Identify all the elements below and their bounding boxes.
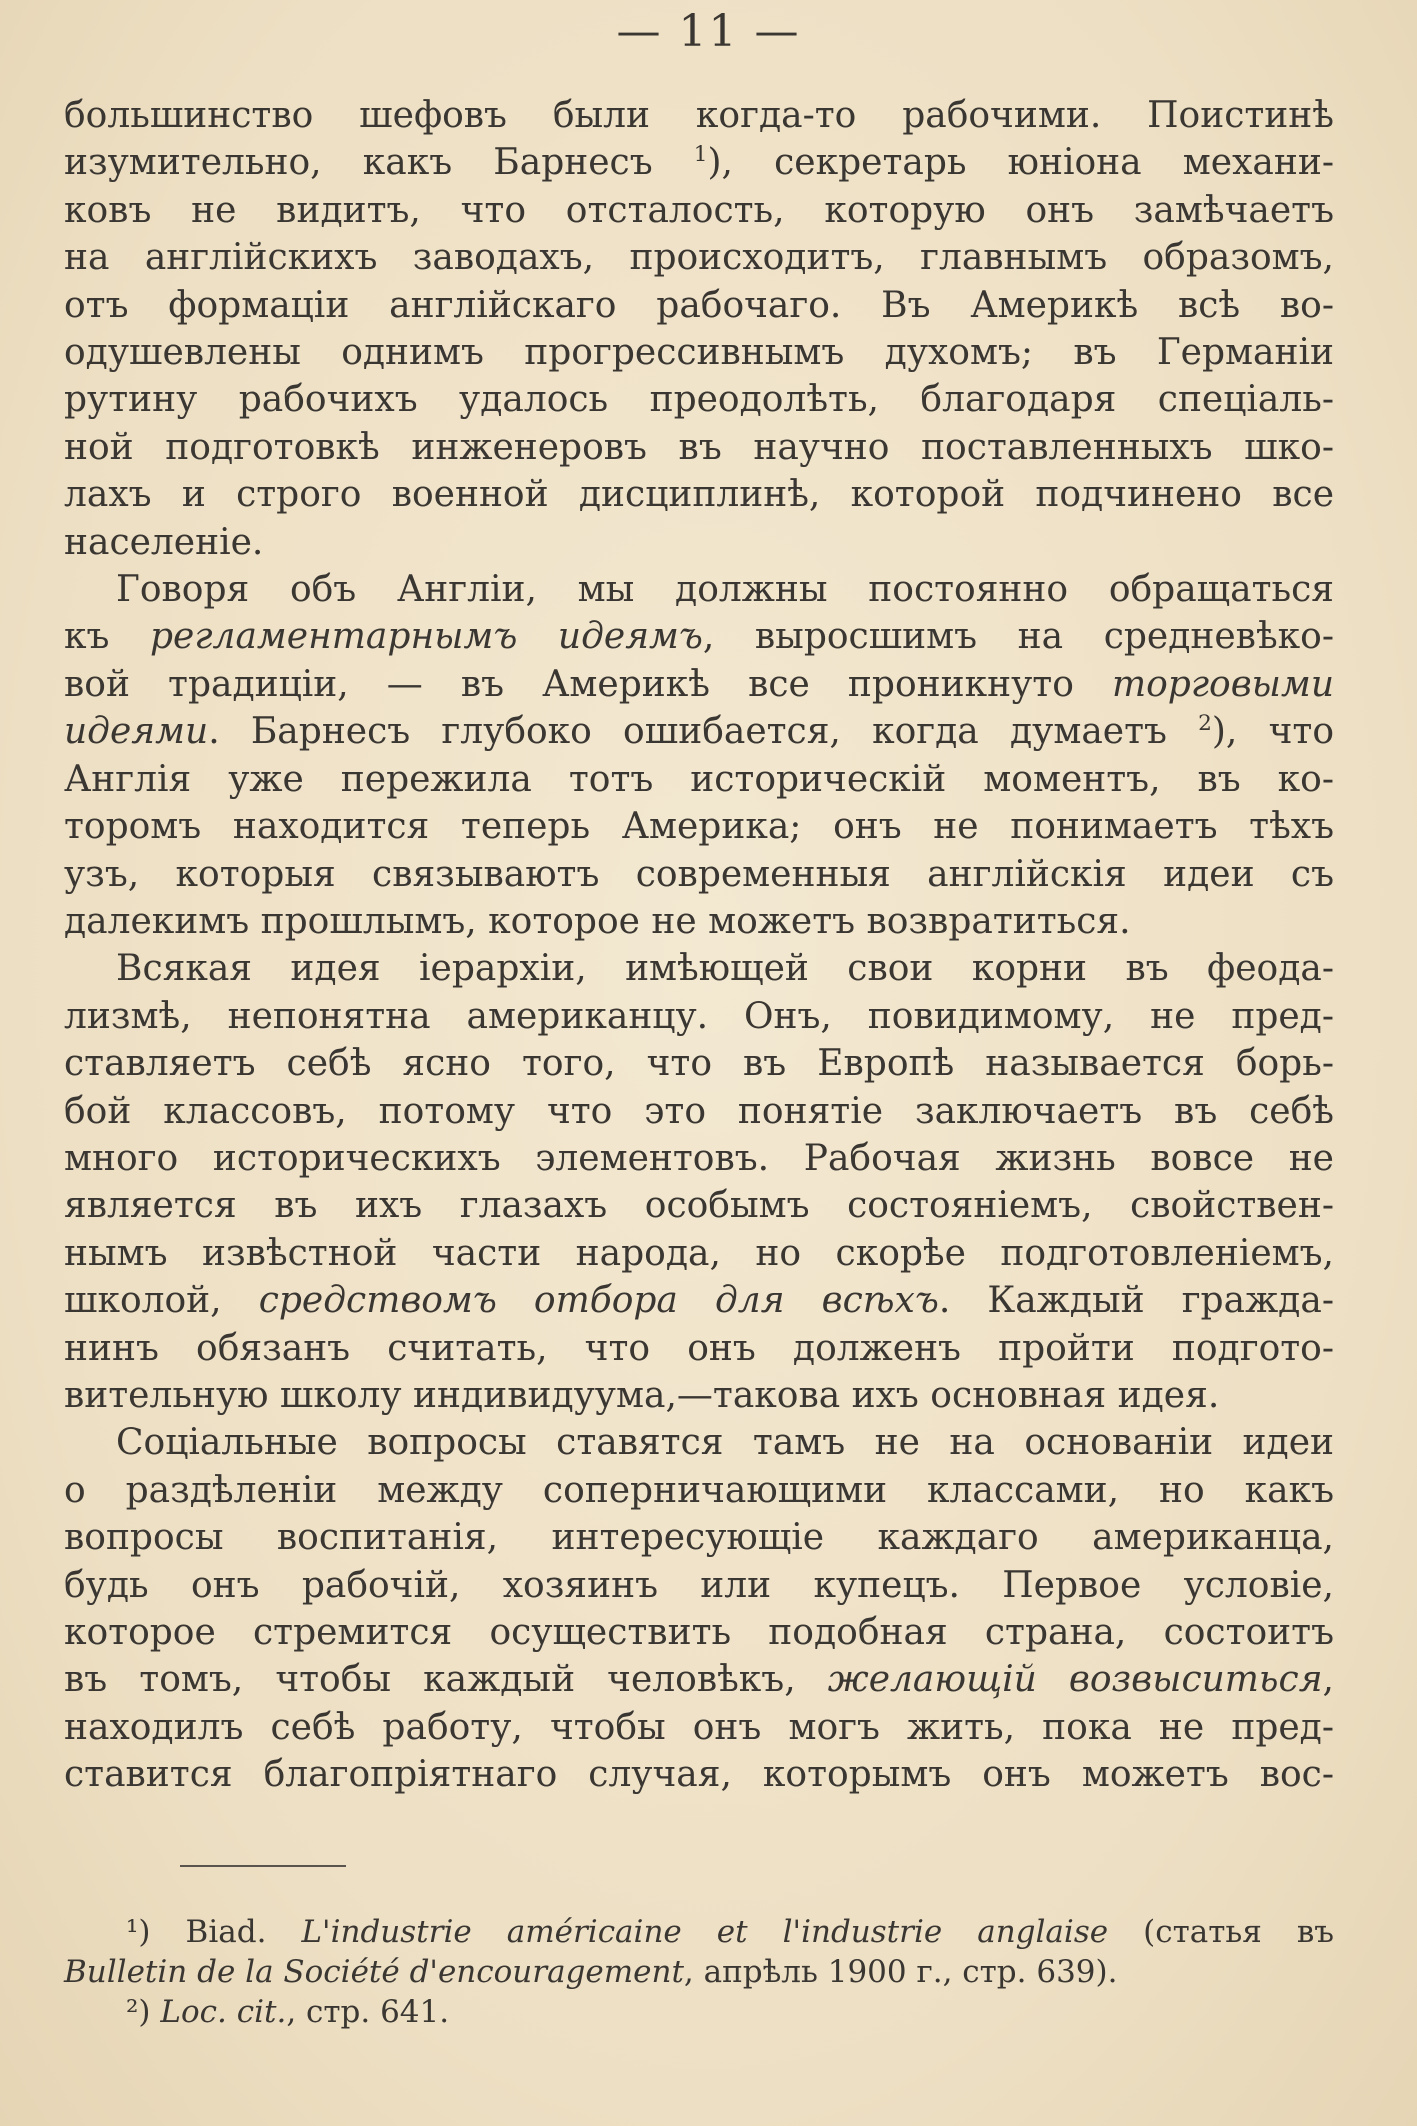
text-line: ной подготовкѣ инженеровъ въ научно поставленныхъ шко-	[64, 426, 1334, 468]
text-line: бой классовъ, потому что это понятіе заключаетъ въ себѣ	[64, 1090, 1334, 1132]
text-line: будь онъ рабочій, хозяинъ или купецъ. Первое условіе,	[64, 1564, 1334, 1606]
text-line: нымъ извѣстной части народа, но скорѣе подготовленіемъ,	[64, 1232, 1334, 1274]
text-line: является въ ихъ глазахъ особымъ состояніемъ, свойствен-	[64, 1185, 1334, 1227]
text-line: школой, средствомъ отбора для всѣхъ. Каждый гражда-	[64, 1280, 1334, 1322]
footnote-line: ¹) Biad. L'industrie américaine et l'industrie anglaise (статья въ	[126, 1914, 1335, 1950]
text-line: лизмѣ, непонятна американцу. Онъ, повидимому, не пред-	[64, 995, 1334, 1037]
text-line: большинство шефовъ были когда-то рабочими. Поистинѣ	[64, 95, 1334, 136]
text-line: вопросы воспитанія, интересующіе каждаго американца,	[64, 1517, 1334, 1559]
text-line: вой традиціи, — въ Америкѣ все проникнуто торговыми	[64, 663, 1334, 705]
text-line: ставится благопріятнаго случая, которымъ онъ можетъ вос-	[64, 1754, 1334, 1796]
text-line: въ томъ, чтобы каждый человѣкъ, желающій возвыситься,	[64, 1659, 1334, 1701]
footnotes	[64, 1912, 1334, 2032]
text-line: о раздѣленіи между соперничающими классами, но какъ	[64, 1469, 1334, 1511]
text-line: нинъ обязанъ считать, что онъ долженъ пройти подгото-	[64, 1327, 1334, 1369]
text-line: одушевлены однимъ прогрессивнымъ духомъ; въ Германіи	[64, 332, 1334, 374]
text-line: Англія уже пережила тотъ историческій моментъ, въ ко-	[64, 758, 1334, 800]
text-line: которое стремится осуществить подобная страна, состоитъ	[64, 1612, 1334, 1653]
text-line: къ регламентарнымъ идеямъ, выросшимъ на средневѣко-	[64, 616, 1334, 658]
text-line: населеніе.	[64, 521, 264, 563]
text-line: далекимъ прошлымъ, которое не можетъ возвратиться.	[64, 900, 1131, 942]
text-line: Соціальные вопросы ставятся тамъ не на основаніи идеи	[116, 1422, 1334, 1464]
footnote-line: Bulletin de la Société d'encouragement, апрѣль 1900 г., стр. 639).	[64, 1954, 1118, 1990]
text-line: Говоря объ Англіи, мы должны постоянно обращаться	[116, 569, 1334, 611]
text-line: Всякая идея іерархіи, имѣющей свои корни въ феода-	[116, 948, 1334, 990]
footnote-separator	[180, 1865, 346, 1867]
text-line: находилъ себѣ работу, чтобы онъ могъ жить, пока не пред-	[64, 1706, 1334, 1748]
text-line: отъ формаціи англійскаго рабочаго. Въ Америкѣ всѣ во-	[64, 284, 1334, 326]
page-number: — 11 —	[616, 6, 801, 57]
text-line: лахъ и строго военной дисциплинѣ, которой подчинено все	[64, 474, 1334, 516]
text-line: вительную школу индивидуума,—такова ихъ основная идея.	[64, 1374, 1220, 1416]
text-line: много историческихъ элементовъ. Рабочая жизнь вовсе не	[64, 1137, 1334, 1179]
text-line: изумительно, какъ Барнесъ $^1$), секретарь юніона механи-	[64, 142, 1334, 184]
text-line: узъ, которыя связываютъ современныя англійскія идеи съ	[64, 853, 1334, 895]
text-line: торомъ находится теперь Америка; онъ не понимаетъ тѣхъ	[64, 806, 1334, 848]
main-text	[64, 92, 1334, 1799]
text-line: ковъ не видитъ, что отсталость, которую онъ замѣчаетъ	[64, 189, 1334, 231]
text-line: рутину рабочихъ удалось преодолѣть, благодаря спеціаль-	[64, 379, 1334, 421]
text-line: на англійскихъ заводахъ, происходитъ, главнымъ образомъ,	[64, 237, 1334, 279]
text-line: ставляетъ себѣ ясно того, что въ Европѣ называется борь-	[64, 1043, 1334, 1085]
footnote-line: ²) Loc. cit., стр. 641.	[126, 1994, 450, 2030]
text-line: идеями. Барнесъ глубоко ошибается, когда думаетъ $^2$), что	[64, 711, 1334, 753]
